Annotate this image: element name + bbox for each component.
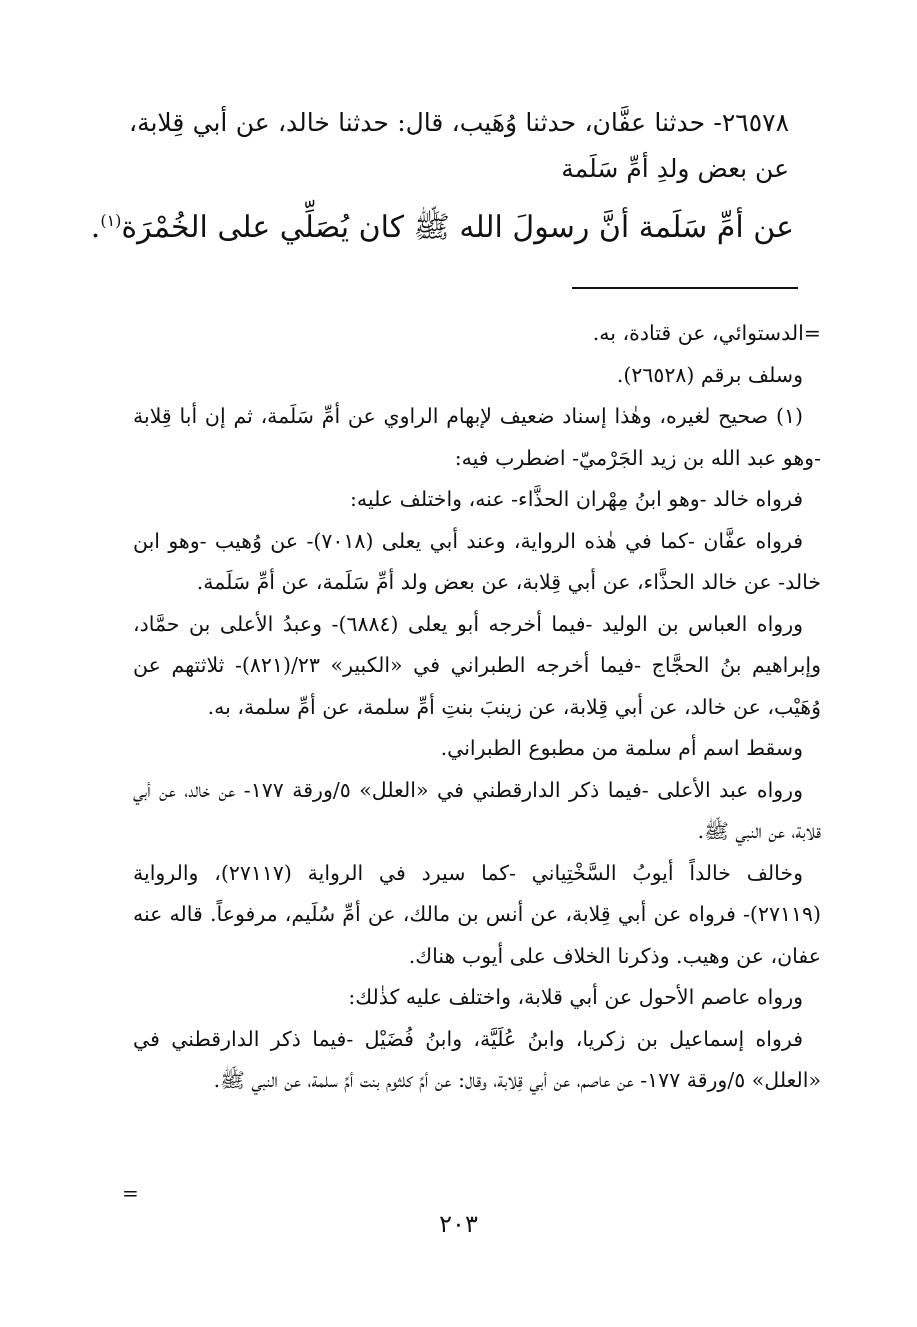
page-number: ٢٠٣ [439, 1210, 478, 1238]
footnote-separator [572, 287, 798, 289]
footnote-line: =الدستوائي، عن قتادة، به. [592, 321, 821, 345]
isnad-text: ٢٦٥٧٨- حدثنا عفَّان، حدثنا وُهَيب، قال: حدثنا خالد، عن أبي قِلابة، عن بعض ولدِ أمِّ سَلَمة [129, 108, 789, 183]
footnote-line: فرواه خالد -وهو ابنُ مِهْران الحذَّاء- عنه، واختلف عليه: [349, 487, 803, 511]
footnote-line: ورواه عبد الأعلى -فيما ذكر الدارقطني في «العلل» ٥/ورقة ١٧٧- عن خالد، عن أبي قلابة، عن النبي ﷺ. [133, 777, 821, 843]
footnote-line: وسلف برقم (٢٦٥٢٨). [616, 362, 803, 387]
hadith-matn [90, 196, 794, 253]
footnote-line: وخالف خالداً أيوبُ السَّخْتِياني -كما سيرد في الرواية (٢٧١١٧)، والرواية (٢٧١١٩)- فرواه عن أبي قِلابة، عن أنس بن مالك، عن أمِّ سُلَيم، مرفوعاً. قاله عنه عفان، عن وهيب. وذكرنا الخلاف على أيوب هناك. [133, 860, 821, 968]
footnote-line: فرواه إسماعيل بن زكريا، وابنُ عُلَيَّة، وابنُ فُضَيْل -فيما ذكر الدارقطني في «العلل» ٥/ورقة ١٧٧- عن عاصم، عن أبي قِلابة، وقال: عن أمِّ كلثوم بنت أمِّ سلمة، عن النبي ﷺ. [133, 1026, 821, 1092]
hadith-isnad [129, 100, 789, 192]
footnote-line: ورواه عاصم الأحول عن أبي قلابة، واختلف عليه كذٰلك: [348, 985, 803, 1009]
footnote-line: فرواه عفَّان -كما في هٰذه الرواية، وعند أبي يعلى (٧٠١٨)- عن وُهيب -وهو ابن خالد- عن خالد الحذَّاء، عن أبي قِلابة، عن بعض ولد أمِّ سَلَمة، عن أمِّ سَلَمة. [133, 528, 821, 594]
matn-text: عن أمِّ سَلَمة أنَّ رسولَ الله ﷺ كان يُصَلِّي على الخُمْرَة [121, 210, 794, 245]
continuation-mark: = [122, 1181, 139, 1205]
footnote-line: ورواه العباس بن الوليد -فيما أخرجه أبو يعلى (٦٨٨٤)- وعبدُ الأعلى بن حمَّاد، وإبراهيم بنُ الحجَّاج -فيما أخرجه الطبراني في «الكبير» ٢٣/(٨٢١)- ثلاثتهم عن وُهَيْب، عن خالد، عن أبي قِلابة، عن زينبَ بنتِ أمِّ سلمة، عن أمِّ سلمة، به. [133, 611, 821, 719]
footnote-line: (١) صحيح لغيره، وهٰذا إسناد ضعيف لإبهام الراوي عن أمِّ سَلَمة، ثم إن أبا قِلابة -وهو عبد الله بن زيد الجَرْميّ- اضطرب فيه: [133, 404, 821, 470]
footnote-line: وسقط اسم أم سلمة من مطبوع الطبراني. [440, 736, 803, 760]
matn-end: . [90, 210, 101, 245]
footnotes [133, 313, 821, 1102]
footnote-marker: (١) [100, 211, 122, 230]
